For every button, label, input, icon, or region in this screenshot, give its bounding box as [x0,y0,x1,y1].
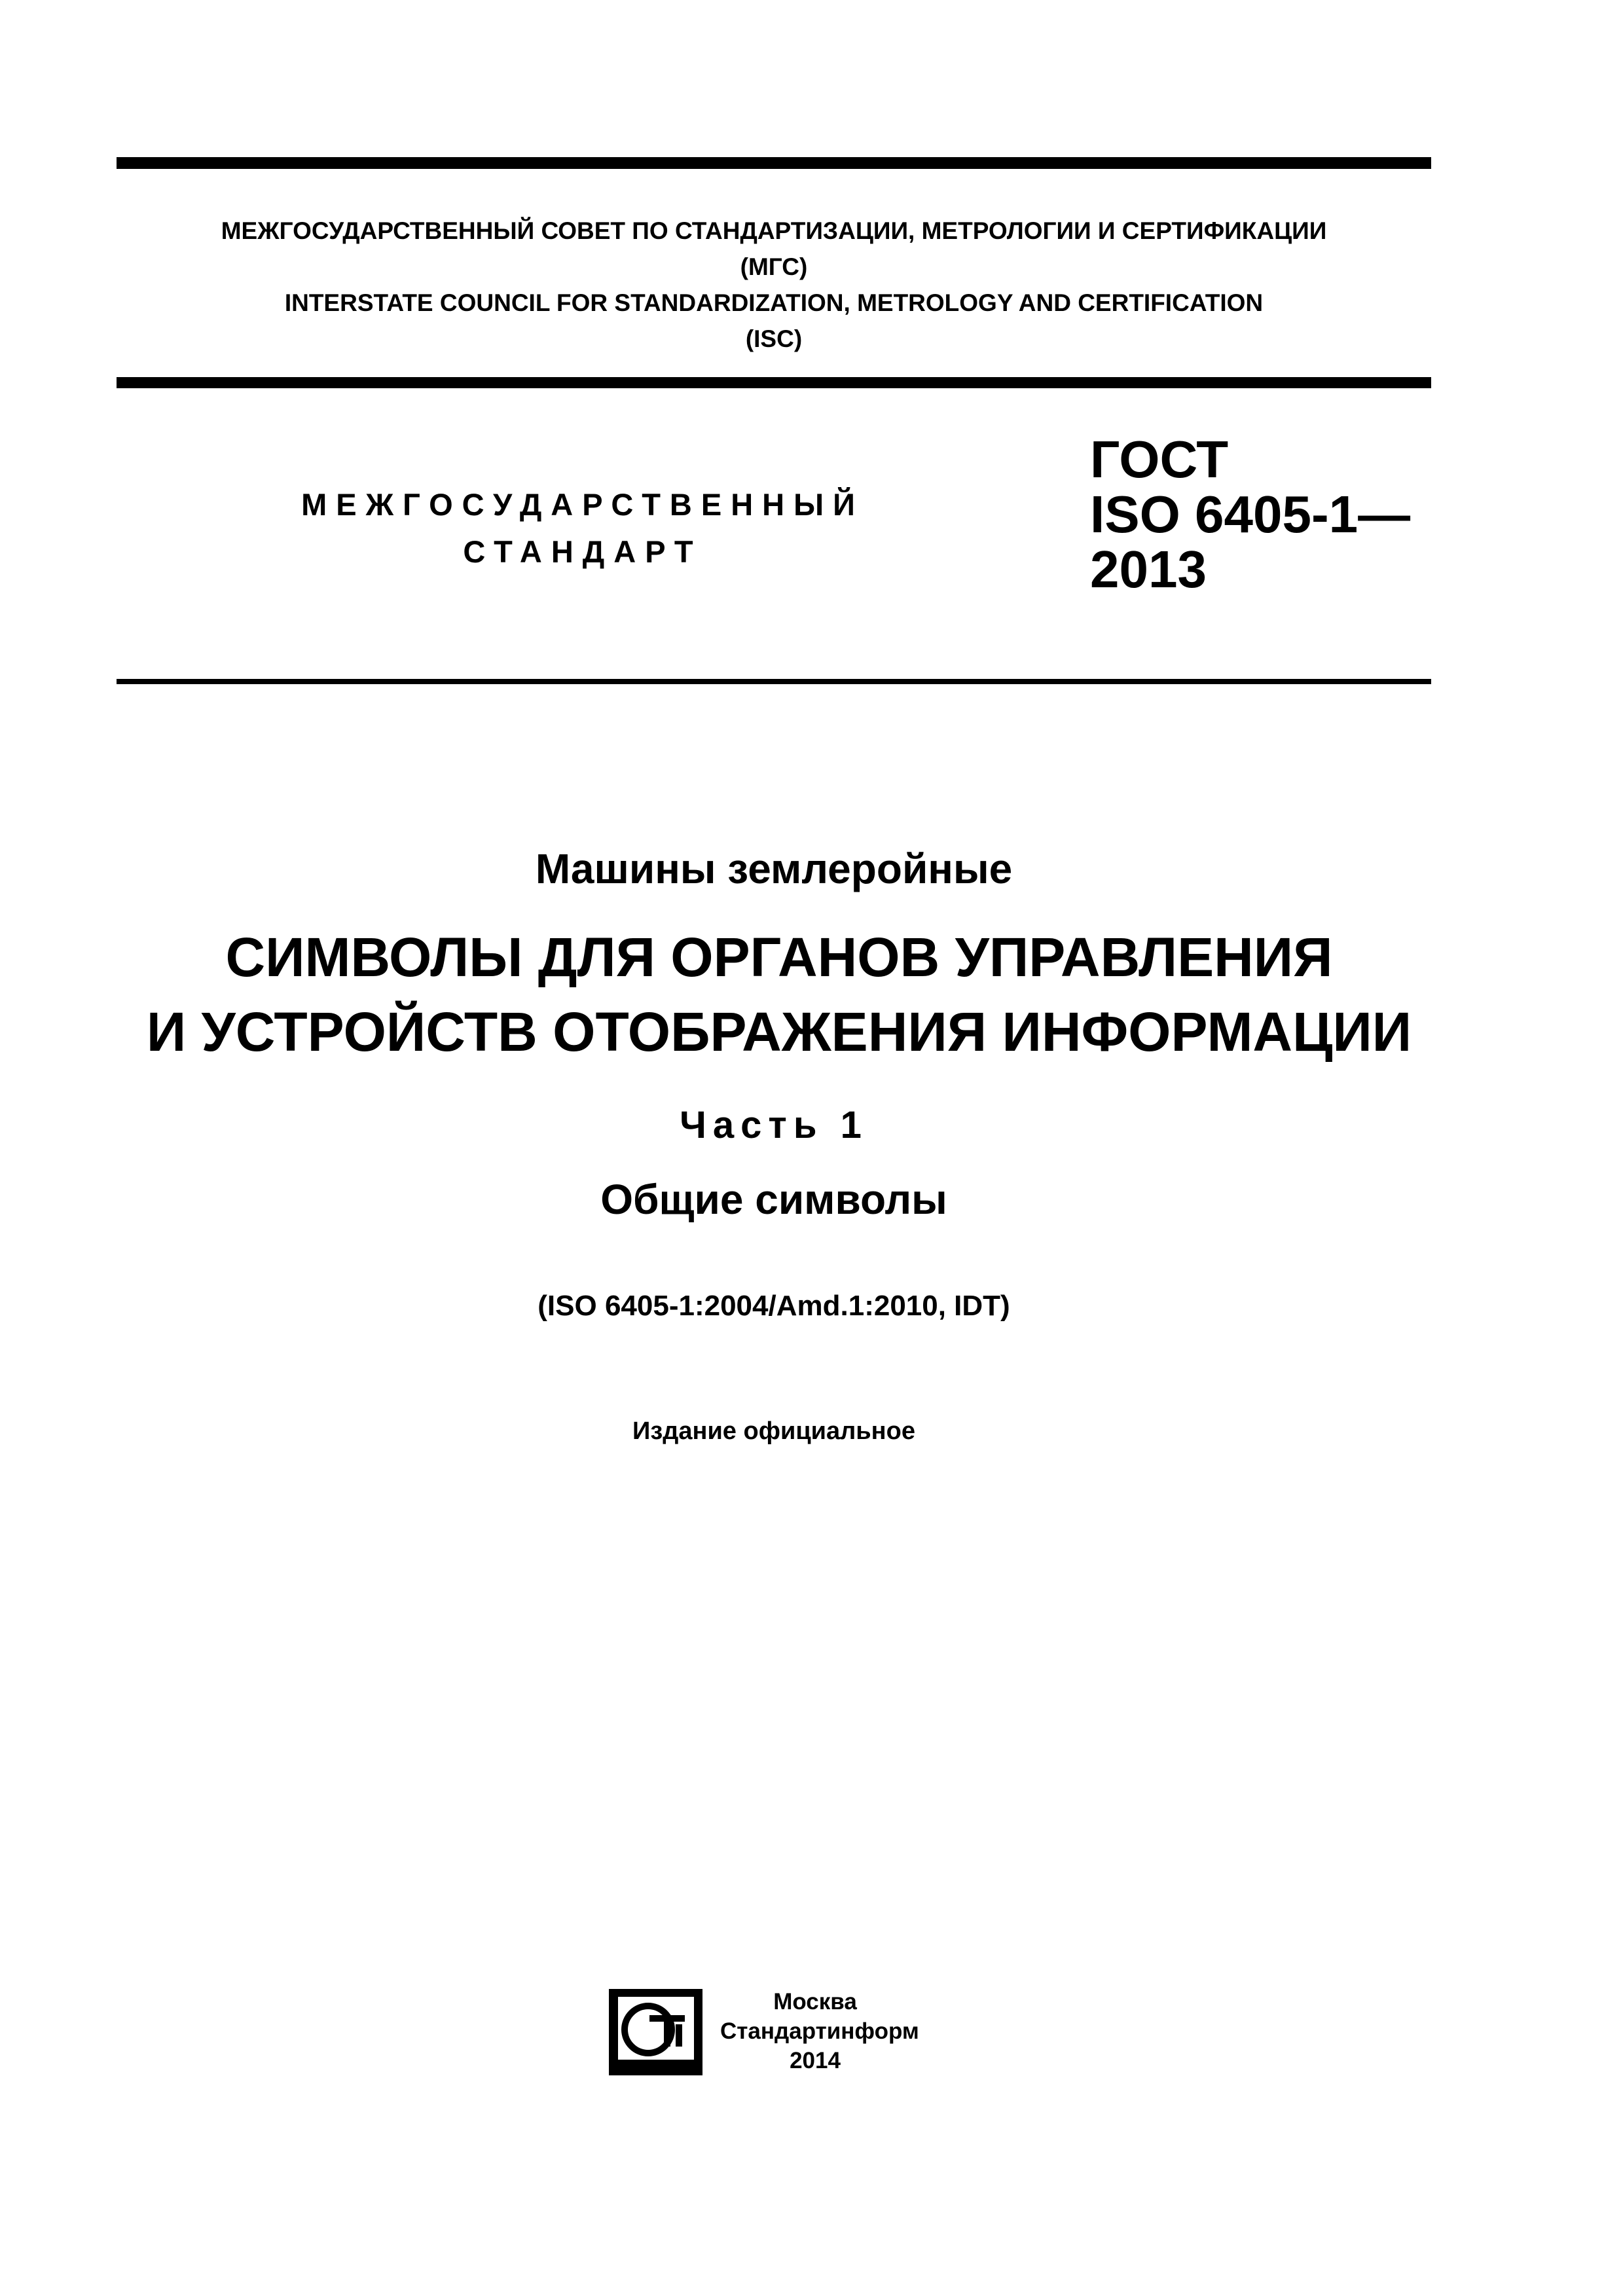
council-header [117,213,1431,357]
top-rule [117,157,1431,169]
standartinform-logo-icon [609,1989,702,2075]
council-name-ru: МЕЖГОСУДАРСТВЕННЫЙ СОВЕТ ПО СТАНДАРТИЗАЦИИ, МЕТРОЛОГИИ И СЕРТИФИКАЦИИ [221,217,1327,244]
part-number: Часть 1 [680,1104,868,1146]
publisher-name: Стандартинформ [720,2018,919,2044]
standard-type-line2: СТАНДАРТ [463,534,702,569]
council-abbr-ru: (МГС) [740,253,808,280]
publisher-city: Москва [773,1989,857,2014]
document-title [65,920,1493,1069]
gost-designation-line1: ГОСТ [1090,430,1229,488]
gost-designation-line3: 2013 [1090,540,1207,598]
council-name-en: INTERSTATE COUNCIL FOR STANDARDIZATION, METROLOGY AND CERTIFICATION [284,289,1264,316]
part-name: Общие символы [600,1176,947,1223]
document-title-line1: СИМВОЛЫ ДЛЯ ОРГАНОВ УПРАВЛЕНИЯ [225,926,1333,988]
gost-designation-line2: ISO 6405-1— [1090,485,1411,543]
council-bottom-rule [117,377,1431,388]
standard-type-line1: МЕЖГОСУДАРСТВЕННЫЙ [301,487,864,522]
standard-type [262,481,903,575]
gost-designation [1090,432,1410,597]
council-abbr-en: (ISC) [745,325,803,352]
publisher-block [720,1987,919,2075]
publisher-year: 2014 [790,2048,841,2073]
iso-reference: (ISO 6405-1:2004/Amd.1:2010, IDT) [538,1290,1010,1322]
document-subtitle: Машины землеройные [535,845,1013,892]
designation-bottom-rule [117,679,1431,684]
document-title-line2: И УСТРОЙСТВ ОТОБРАЖЕНИЯ ИНФОРМАЦИИ [146,1001,1412,1063]
edition-note: Издание официальное [632,1417,915,1445]
